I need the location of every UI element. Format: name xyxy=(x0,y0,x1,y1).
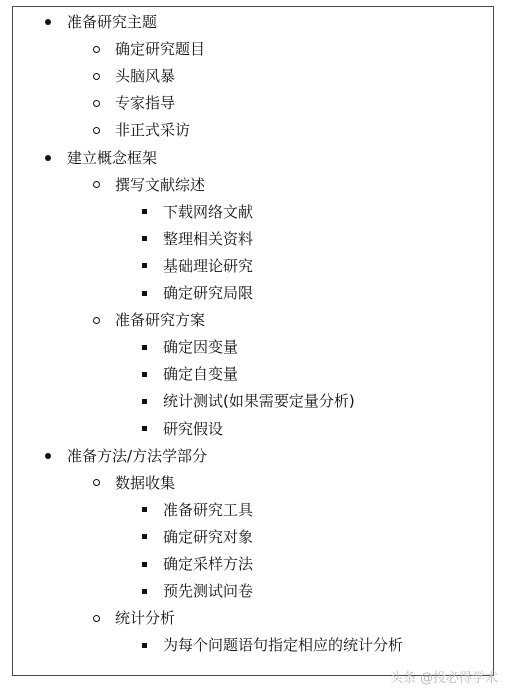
watermark: 头条 @投必得学术 xyxy=(389,671,498,686)
circle-bullet-icon xyxy=(87,46,105,53)
outline-item-level3 xyxy=(135,281,253,305)
outline-item-level1 xyxy=(39,10,157,34)
square-bullet-icon xyxy=(135,263,153,268)
outline-item-text: 头脑风暴 xyxy=(115,67,176,86)
outline-item-text: 确定因变量 xyxy=(163,338,239,357)
outline-item-level3 xyxy=(135,552,253,576)
square-bullet-icon xyxy=(135,643,153,648)
outline-item-level3 xyxy=(135,362,238,386)
disc-bullet-icon xyxy=(39,19,57,25)
square-bullet-icon xyxy=(135,534,153,539)
circle-bullet-icon xyxy=(87,615,105,622)
outline-item-text: 建立概念框架 xyxy=(67,148,158,167)
outline-item-level2 xyxy=(87,64,175,88)
outline-item-level3 xyxy=(135,254,253,278)
outline-frame xyxy=(12,6,494,676)
circle-bullet-icon xyxy=(87,100,105,107)
outline-item-level2 xyxy=(87,173,205,197)
circle-bullet-icon xyxy=(87,73,105,80)
outline-item-text: 撰写文献综述 xyxy=(115,175,206,194)
square-bullet-icon xyxy=(135,372,153,377)
square-bullet-icon xyxy=(135,507,153,512)
outline-item-text: 统计测试(如果需要定量分析) xyxy=(163,392,355,411)
outline-item-text: 研究假设 xyxy=(163,419,224,438)
outline-item-level3 xyxy=(135,579,253,603)
square-bullet-icon xyxy=(135,399,153,404)
outline-item-level3 xyxy=(135,525,253,549)
outline-item-level2 xyxy=(87,471,175,495)
square-bullet-icon xyxy=(135,236,153,241)
outline-item-level2 xyxy=(87,308,205,332)
outline-item-text: 下载网络文献 xyxy=(163,202,254,221)
outline-item-level3 xyxy=(135,227,253,251)
outline-item-text: 准备研究主题 xyxy=(67,13,158,31)
outline-item-level3 xyxy=(135,417,223,441)
square-bullet-icon xyxy=(135,209,153,214)
outline-item-text: 确定研究题目 xyxy=(115,40,206,59)
circle-bullet-icon xyxy=(87,181,105,188)
outline-item-text: 数据收集 xyxy=(115,473,176,492)
outline-item-text: 基础理论研究 xyxy=(163,256,254,275)
outline-item-text: 确定研究局限 xyxy=(163,284,254,302)
circle-bullet-icon xyxy=(87,479,105,486)
outline-item-text: 准备方法/方法学部分 xyxy=(67,446,208,465)
outline-item-level1 xyxy=(39,444,207,468)
outline-item-text: 专家指导 xyxy=(115,94,176,113)
disc-bullet-icon xyxy=(39,155,57,161)
outline-item-level2 xyxy=(87,91,175,115)
square-bullet-icon xyxy=(135,589,153,594)
outline-item-text: 确定自变量 xyxy=(163,365,239,384)
square-bullet-icon xyxy=(135,426,153,431)
outline-item-level3 xyxy=(135,389,355,413)
outline-item-level2 xyxy=(87,606,175,630)
square-bullet-icon xyxy=(135,345,153,350)
outline-item-text: 确定研究对象 xyxy=(163,527,254,546)
square-bullet-icon xyxy=(135,291,153,296)
outline-item-level2 xyxy=(87,37,205,61)
outline-item-level3 xyxy=(135,633,403,657)
outline-item-text: 准备研究方案 xyxy=(115,311,206,330)
outline-item-level3 xyxy=(135,498,253,522)
outline-item-level2 xyxy=(87,118,190,142)
outline-item-text: 统计分析 xyxy=(115,609,176,628)
square-bullet-icon xyxy=(135,562,153,567)
outline-item-text: 预先测试问卷 xyxy=(163,582,254,601)
outline-item-level3 xyxy=(135,335,238,359)
circle-bullet-icon xyxy=(87,127,105,134)
outline-item-level3 xyxy=(135,200,253,224)
outline-item-text: 准备研究工具 xyxy=(163,500,254,519)
outline-item-text: 确定采样方法 xyxy=(163,555,254,573)
outline-item-text: 非正式采访 xyxy=(115,121,191,140)
outline-item-level1 xyxy=(39,146,157,170)
circle-bullet-icon xyxy=(87,317,105,324)
disc-bullet-icon xyxy=(39,453,57,459)
outline-item-text: 整理相关资料 xyxy=(163,229,254,248)
outline-item-text: 为每个问题语句指定相应的统计分析 xyxy=(163,636,404,655)
